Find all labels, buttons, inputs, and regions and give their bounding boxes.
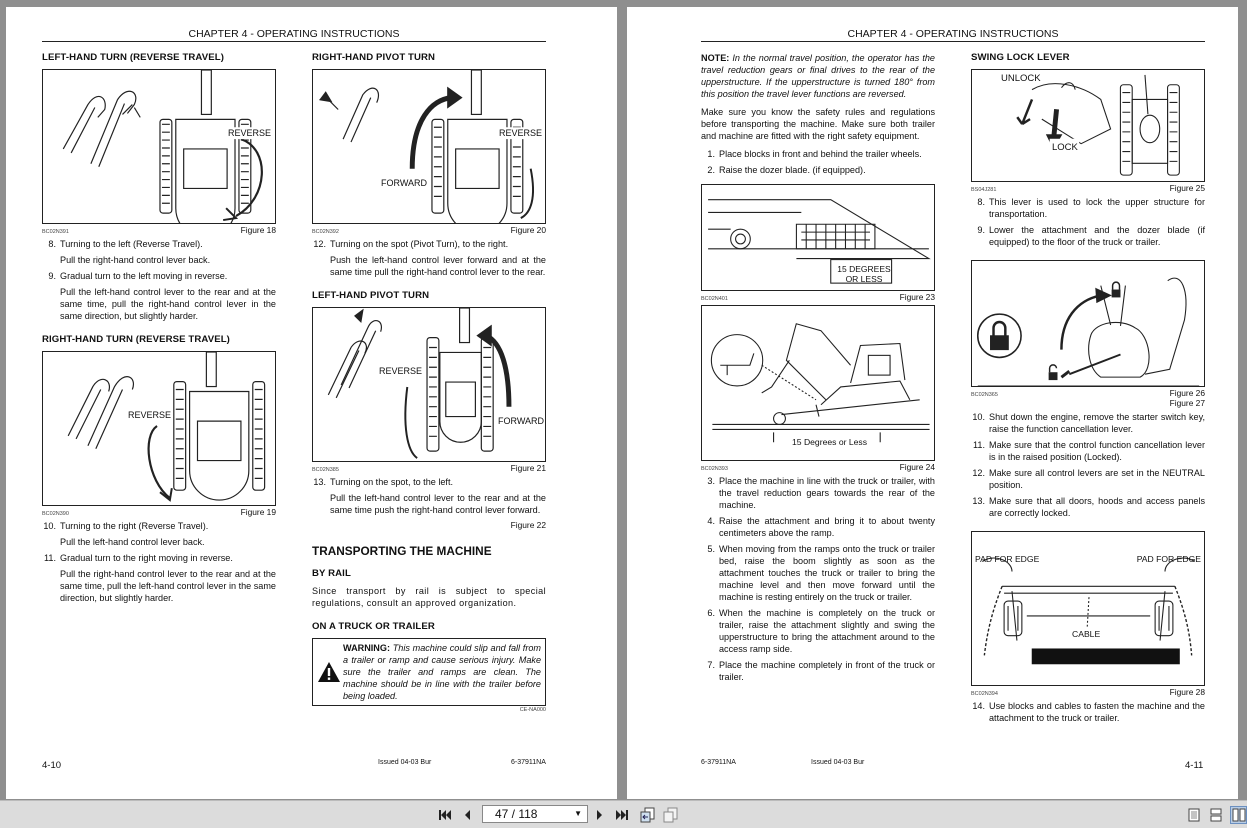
list-item: 6. When the machine is completely on the truck or trailer, raise the attachment slightly and swing the upperstructure to bring the attachment around to the access ramp side.	[707, 608, 935, 654]
list-item: 9. Lower the attachment and the dozer blade (if equipped) to the floor of the truck or trailer.	[977, 225, 1205, 247]
heading-right-hand-turn: RIGHT-HAND TURN (REVERSE TRAVEL)	[42, 334, 230, 345]
list-item: 5. When moving from the ramps onto the truck or trailer bed, raise the boom slightly as soon as the attachment touches the truck or trailer to bring the machine level and then move forward until the machine is resting entirely on the truck or trailer.	[707, 544, 935, 602]
label-cable: CABLE	[1072, 629, 1101, 639]
right-page	[627, 7, 1238, 799]
page-header: CHAPTER 4 - OPERATING INSTRUCTIONS	[701, 28, 1205, 42]
left-column-2	[312, 52, 546, 713]
heading-right-hand-pivot: RIGHT-HAND PIVOT TURN	[312, 52, 436, 63]
doc-number: 6-37911NA	[511, 759, 546, 766]
figure-22-label: Figure 22	[510, 520, 546, 530]
single-page-view-icon[interactable]	[1186, 807, 1202, 823]
figure-number: Figure 21	[510, 463, 546, 473]
warning-triangle-icon	[317, 642, 343, 702]
figure-24	[701, 305, 935, 461]
list-item: 3. Place the machine in line with the truck or trailer, with the travel reduction gears towards the rear of the machine.	[707, 476, 935, 510]
trailer-ramp-illustration	[702, 185, 934, 290]
list-subtext: Pull the left-hand control lever to the rear and at the same time push the right-hand control lever forward.	[330, 493, 546, 515]
label-forward: FORWARD	[498, 416, 544, 426]
list-item: 12. Make sure all control levers are set in the NEUTRAL position.	[972, 468, 1205, 490]
list-subtext: Pull the right-hand control lever to the rear and at the same time, pull the left-hand control lever in the same direction, but slightly harder.	[60, 569, 276, 603]
list-item: 10. Shut down the engine, remove the starter switch key, raise the function cancellation lever.	[972, 412, 1205, 434]
excavator-reverse-right-illustration	[43, 352, 275, 505]
heading-swing-lock: SWING LOCK LEVER	[971, 52, 1070, 63]
excavator-pivot-left-illustration	[313, 308, 545, 461]
list-item: 8. This lever is used to lock the upper structure for transportation.	[977, 197, 1205, 219]
figure-25	[971, 69, 1205, 182]
excavator-pivot-right-illustration	[313, 70, 545, 223]
list-item: 8. Turning to the left (Reverse Travel).	[48, 239, 203, 249]
figure-number: Figure 18	[240, 225, 276, 235]
list-item: 2. Raise the dozer blade. (if equipped).	[707, 165, 866, 175]
figure-number: Figure 19	[240, 507, 276, 517]
note-label: NOTE:	[701, 53, 730, 63]
right-column-2	[971, 52, 1205, 728]
figure-21	[312, 307, 546, 462]
issued-text: Issued 04-03 Bur	[378, 759, 432, 766]
next-page-icon[interactable]	[593, 807, 607, 823]
figure-code: BC02N392	[312, 229, 339, 235]
figure-number: Figure 26	[1169, 388, 1205, 398]
list-item: 9. Gradual turn to the left moving in reverse.	[48, 271, 228, 281]
list-item: 14. Use blocks and cables to fasten the machine and the attachment to the truck or trailer.	[972, 701, 1205, 723]
heading-by-rail: BY RAIL	[312, 568, 351, 579]
list-subtext: Push the left-hand control lever forward and at the same time pull the right-hand control lever to the rear.	[330, 255, 546, 277]
list-item: 11. Make sure that the control function cancellation lever is in the raised position (Locked).	[973, 440, 1205, 462]
right-column-1	[701, 52, 935, 687]
label-reverse: REVERSE	[128, 410, 172, 420]
label-reverse: REVERSE	[228, 128, 272, 138]
figure-28	[971, 531, 1205, 686]
first-page-icon[interactable]	[437, 807, 453, 823]
list-item: 1. Place blocks in front and behind the trailer wheels.	[707, 149, 922, 159]
list-subtext: Pull the left-hand control lever back.	[60, 537, 205, 547]
dropdown-arrow-icon[interactable]: ▼	[574, 809, 582, 818]
figure-19	[42, 351, 276, 506]
last-page-icon[interactable]	[614, 807, 630, 823]
issued-text: Issued 04-03 Bur	[811, 759, 865, 766]
list-subtext: Pull the left-hand control lever to the rear and at the same time, pull the right-hand control lever in the same direction, but slightly harder.	[60, 287, 276, 321]
warning-box	[312, 638, 546, 706]
continuous-view-icon[interactable]	[1208, 807, 1224, 823]
excavator-reverse-left-illustration	[43, 70, 275, 223]
figure-18	[42, 69, 276, 224]
page-number: 4-10	[42, 760, 62, 771]
list-item: 13. Turning on the spot, to the left.	[313, 477, 454, 487]
doc-number: 6-37911NA	[701, 759, 736, 766]
previous-page-icon[interactable]	[460, 807, 474, 823]
page-number: 4-11	[1185, 760, 1204, 771]
page-number-input[interactable]: 47 / 118 ▼	[482, 805, 588, 823]
warning-code: CE-NA000	[519, 707, 546, 713]
figure-23	[701, 184, 935, 291]
left-column-1	[42, 52, 276, 608]
facing-pages-view-icon[interactable]	[1230, 806, 1247, 824]
figure-code: BC02N394	[971, 691, 998, 697]
label-reverse: REVERSE	[379, 366, 423, 376]
figure-code: BC02N385	[312, 467, 339, 473]
label-pad-for-edge-right: PAD FOR EDGE	[1136, 554, 1201, 564]
rail-paragraph: Since transport by rail is subject to special regulations, consult an approved organization.	[312, 586, 546, 608]
figure-code: BC02N390	[42, 511, 69, 517]
swing-lock-lever-illustration	[972, 70, 1204, 181]
warning-label: WARNING:	[343, 643, 390, 653]
figure-number: Figure 23	[899, 292, 935, 302]
warning-text: This machine could slip and fall from a trailer or ramp and cause serious injury. Make sure the trailer and ramps are clean. The machine should be in line with the trailer before being loaded.	[343, 643, 541, 701]
figure-code: BC02N393	[701, 466, 728, 472]
page-header: CHAPTER 4 - OPERATING INSTRUCTIONS	[42, 28, 546, 42]
label-pad-for-edge-left: PAD FOR EDGE	[975, 554, 1040, 564]
label-forward: FORWARD	[381, 178, 427, 188]
previous-view-icon[interactable]	[639, 807, 657, 823]
label-unlock: UNLOCK	[1001, 73, 1041, 84]
list-item: 4. Raise the attachment and bring it to about twenty centimeters above the ramp.	[707, 516, 935, 538]
degrees-label: 15 Degrees or Less	[792, 437, 867, 447]
heading-transporting: TRANSPORTING THE MACHINE	[312, 544, 492, 558]
list-subtext: Pull the right-hand control lever back.	[60, 255, 211, 265]
figure-code: BC02N391	[42, 229, 69, 235]
figure-26	[971, 260, 1205, 387]
figure-number: Figure 20	[510, 225, 546, 235]
figure-code: BS04J281	[971, 187, 997, 193]
degrees-label: 15 DEGREES OR LESS	[837, 264, 891, 284]
heading-on-truck: ON A TRUCK OR TRAILER	[312, 621, 435, 632]
left-page	[6, 7, 617, 799]
heading-left-hand-pivot: LEFT-HAND PIVOT TURN	[312, 290, 430, 301]
figure-27-label: Figure 27	[1169, 398, 1205, 408]
list-item: 11. Gradual turn to the right moving in reverse.	[44, 553, 233, 563]
safety-paragraph: Make sure you know the safety rules and regulations before transporting the machine. Make sure both trailer and machine are fitted with the right safety equipment.	[701, 107, 935, 141]
next-view-icon[interactable]	[662, 807, 680, 823]
function-cancellation-lever-illustration	[972, 261, 1204, 386]
figure-number: Figure 25	[1169, 183, 1205, 193]
figure-number: Figure 28	[1169, 687, 1205, 697]
figure-20	[312, 69, 546, 224]
list-item: 7. Place the machine completely in front of the truck or trailer.	[707, 660, 935, 682]
note-text: In the normal travel position, the operator has the travel reduction gears or final drives to the rear of the upperstructure. If the upperstructure is turned 180° from this position the travel lever functions are reversed.	[701, 53, 935, 99]
list-item: 12. Turning on the spot (Pivot Turn), to the right.	[313, 239, 509, 249]
figure-number: Figure 24	[899, 462, 935, 472]
label-lock: LOCK	[1052, 142, 1078, 153]
figure-code: BC02N365	[971, 392, 998, 398]
figure-code: BC02N401	[701, 296, 728, 302]
list-item: 13. Make sure that all doors, hoods and access panels are correctly locked.	[972, 496, 1205, 518]
heading-left-hand-turn: LEFT-HAND TURN (REVERSE TRAVEL)	[42, 52, 225, 63]
list-item: 10. Turning to the right (Reverse Travel).	[43, 521, 209, 531]
note-paragraph	[701, 52, 935, 100]
label-reverse: REVERSE	[499, 128, 543, 138]
